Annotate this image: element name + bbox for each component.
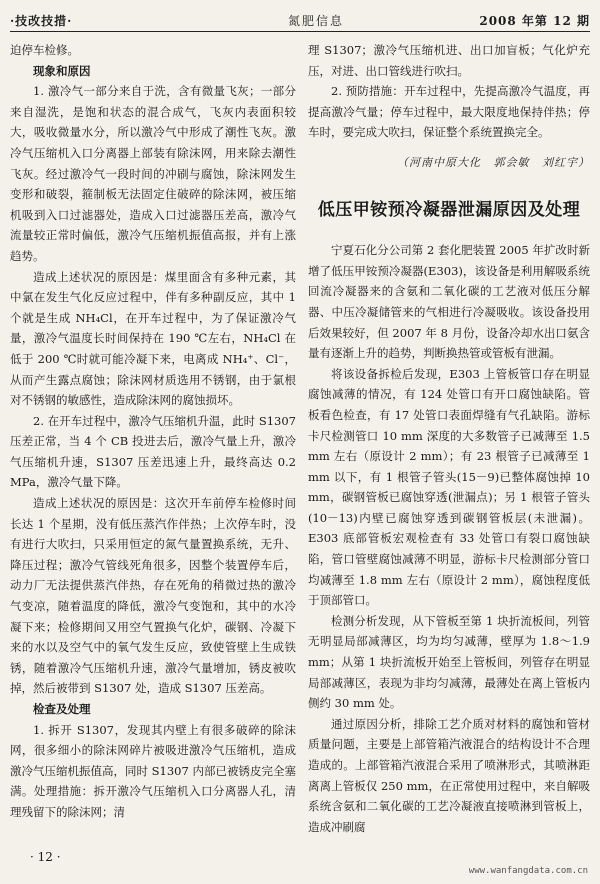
left-column <box>10 40 296 823</box>
journal-name: 氮肥信息 <box>288 14 345 28</box>
page-number: · 12 · <box>30 850 61 864</box>
affiliation-author1: 郭会敏 <box>493 155 530 169</box>
article1-paragraph: 造成上述状况的原因是：煤里面含有多种元素，其中氯在发生气化反应过程中，伴有多种副反应，其中 1 个就是生成 NH₄Cl，在开车过程中，为了保证激冷气量，激冷气温度长时间保持在 190 ℃左右，NH₄Cl 在低于 200 ℃时就可能冷凝下来，电离成 NH₄⁺、Cl⁻，从而产生露点腐蚀；除沫网材质选用不锈钢，由于氯根对不锈钢的敏感性，造成除沫网的腐蚀损坏。 <box>10 269 296 408</box>
article2-paragraph: 检测分析发现，从下管板至第 1 块折流板间，列管无明显局部减薄区，均为均匀减薄，壁厚为 1.8～1.9 mm；从第 1 块折流板开始至上管板间，列管存在明显局部减薄区，表现为非均匀减薄，最薄处在离上管板内侧约 30 mm 处。 <box>308 613 590 711</box>
article1-affiliation <box>308 153 590 174</box>
article2-paragraph: 通过原因分析，排除工艺介质对材料的腐蚀和管材质量问题，主要是上部管箱汽液混合的结构设计不合理造成的。上部管箱汽液混合采用了喷淋形式，其喷淋距离离上管板仅 250 mm，在正常使用过程中，来自解吸系统含氨和二氧化碳的工艺冷凝液直接喷淋到管板上，造成冲刷腐 <box>308 716 590 834</box>
article1-continuation <box>308 40 590 143</box>
section-subheading: 检查及处理 <box>33 702 91 716</box>
article1-paragraph: 1. 拆开 S1307，发现其内壁上有很多破碎的除沫网，很多细小的除沫网碎片被吸进激冷气压缩机，造成激冷气压缩机振值高，同时 S1307 内部已被锈皮完全塞满。处理措施：拆开激冷气压缩机入口分离器人孔，清理残留下的除沫网；清 <box>10 722 296 819</box>
article1-paragraph: 迫停车检修。 <box>10 43 79 57</box>
article2-body <box>308 240 590 837</box>
right-column <box>308 40 590 837</box>
article1-paragraph: 2. 预防措施：开车过程中，先提高激冷气温度，再提高激冷气量；停车过程中，最大限度地保持伴热；停车时，要完成大吹扫，保证整个系统置换完全。 <box>308 84 590 140</box>
article2-title: 低压甲铵预冷凝器泄漏原因及处理 <box>317 199 581 220</box>
section-subheading: 现象和原因 <box>33 63 91 78</box>
affiliation-author2: 刘红宇） <box>542 155 590 169</box>
page-header <box>0 0 600 34</box>
article2-paragraph: 将该设备拆检后发现，E303 上管板管口存在明显腐蚀减薄的情况，有 124 处管口有开口腐蚀缺陷。管板看色检查，有 17 处管口表面焊缝有气孔缺陷。游标卡尺检测管口 10 mm 深度的大多数管子已减薄至 1.5 mm 左右（原设计 2 mm）；有 23 根管子已减薄至 1 mm 以下，有 1 根管子管头(15－9)已整体腐蚀掉 10 mm，碳钢管板已腐蚀穿透(泄漏点)；另 1 根管子管头(10－13)内壁已腐蚀穿透到碳钢管板层(未泄漏)。E303 底部管板宏观检查有 33 处管口有裂口腐蚀缺陷，管口管壁腐蚀减薄不明显，游标卡尺检测部分管口均减薄至 1.8 mm 左右（原设计 2 mm），腐蚀程度低于顶部管口。 <box>308 366 590 608</box>
affiliation-org: （河南中原大化 <box>397 155 481 169</box>
article1-paragraph: 1. 激冷气一部分来自于洗，含有微量飞灰；一部分来自湿洗，是饱和状态的混合成气，飞灰内表面积较大，吸收微量水分，所以激冷气中形成了潮性飞灰。激冷气压缩机入口分离器上部装有除沫网，用来除去潮性飞灰。经过激冷气一段时间的冲刷与腐蚀，除沫网发生变形和破裂，箍制板无法固定住破碎的除沫网，被压缩机吸到入口过滤器处，造成入口过滤器压差高，激冷气流量较正常时偏低，激冷气压缩机振值高报，并有上涨趋势。 <box>10 84 296 263</box>
article2-paragraph: 宁夏石化分公司第 2 套化肥装置 2005 年扩改时新增了低压甲铵预冷凝器(E303)，该设备是利用解吸系统回流冷凝器来的含氨和二氧化碳的工艺液对低压分解器、中压冷凝储管来的气相进行冷凝吸收。该设备投用后效果较好，但 2007 年 8 月份，设备冷却水出口氨含量有逐渐上升的趋势，判断换热管或管板有泄漏。 <box>308 243 590 361</box>
site-watermark: www.wanfangdata.com.cn <box>468 866 588 876</box>
article1-paragraph: 理 S1307；激冷气压缩机进、出口加盲板；气化炉充压，对进、出口管线进行吹扫。 <box>308 43 590 78</box>
header-rule <box>10 31 590 32</box>
article1-paragraph: 造成上述状况的原因是：这次开车前停车检修时间长达 1 个星期，没有低压蒸汽作伴热；上次停车时，没有进行大吹扫，只采用恒定的氮气量置换系统，无升、降压过程；激冷气管线死角很多，因整个装置停车后，动力厂无法提供蒸汽伴热，存在死角的稍微过热的激冷气变凉，随着温度的降低，激冷气变饱和，其中的水冷凝下来；检修期间又用空气置换气化炉，碳钢、冷凝下来的水以及空气中的氧气发生反应，致使管壁上生成铁锈，随着激冷气压缩机升速，激冷气量增加，锈皮被吹掉，然后被带到 S1307 处，造成 S1307 压差高。 <box>10 496 296 696</box>
issue-label: 2008 年第 12 期 <box>479 14 590 28</box>
section-label: ·技改技措· <box>10 14 73 28</box>
article1-paragraph: 2. 在开车过程中，激冷气压缩机升温，此时 S1307 压差正常，当 4 个 CB 投进去后，激冷气量上升，激冷气压缩机升速，S1307 压差迅速上升，最终高达 0.2 MPa，激冷气量下降。 <box>10 413 296 490</box>
